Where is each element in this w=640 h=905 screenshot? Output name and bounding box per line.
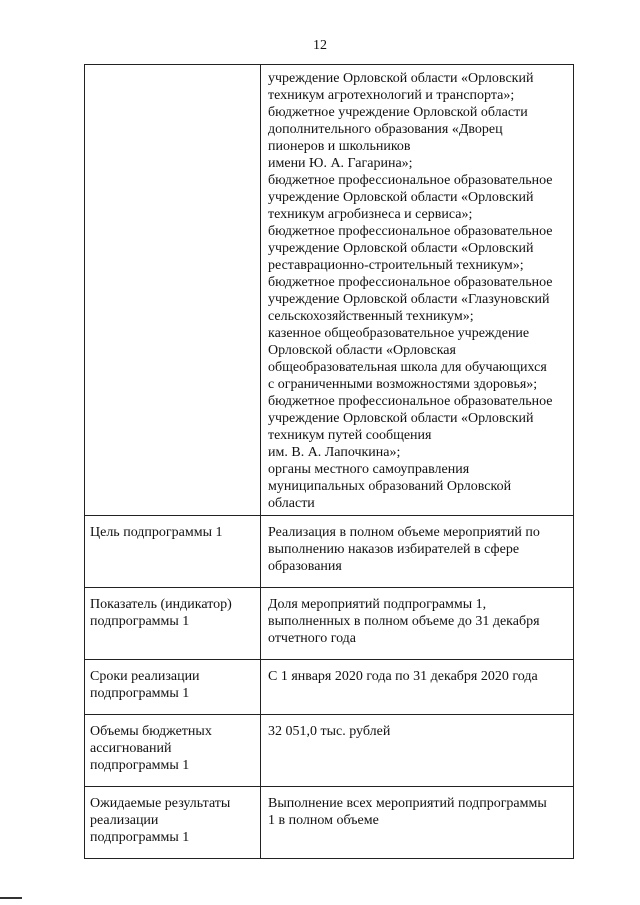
- executors-line: техникум агротехнологий и транспорта»;: [268, 88, 515, 103]
- indicator-label: [85, 588, 261, 660]
- executors-line: Орловской области «Орловская: [268, 343, 456, 358]
- indicator-value: [261, 588, 574, 660]
- timeline-value-line: С 1 января 2020 года по 31 декабря 2020 года: [268, 669, 538, 684]
- executors-line: имени Ю. А. Гагарина»;: [268, 156, 413, 171]
- executors-line: бюджетное учреждение Орловской области: [268, 105, 528, 120]
- table-row-indicator: [85, 588, 574, 660]
- executors-line: техникум путей сообщения: [268, 428, 432, 443]
- executors-line: муниципальных образований Орловской: [268, 479, 512, 494]
- indicator-label-line: подпрограммы 1: [90, 614, 190, 629]
- goal-label-line: Цель подпрограммы 1: [90, 525, 223, 540]
- table-row-timeline: [85, 660, 574, 715]
- executors-line: учреждение Орловской области «Орловский: [268, 190, 534, 205]
- indicator-value-line: выполненных в полном объеме до 31 декабря: [268, 614, 540, 629]
- timeline-label: [85, 660, 261, 715]
- budget-label: [85, 715, 261, 787]
- budget-label-line: подпрограммы 1: [90, 758, 190, 773]
- timeline-label-line: Сроки реализации: [90, 669, 200, 684]
- executors-line: дополнительного образования «Дворец: [268, 122, 503, 137]
- expected-results-value: [261, 787, 574, 859]
- executors-line: бюджетное профессиональное образовательное: [268, 173, 553, 188]
- indicator-label-line: Показатель (индикатор): [90, 597, 232, 612]
- expected-results-value-line: 1 в полном объеме: [268, 813, 379, 828]
- budget-label-line: Объемы бюджетных: [90, 724, 212, 739]
- goal-value: [261, 516, 574, 588]
- executors-line: общеобразовательная школа для обучающихся: [268, 360, 547, 375]
- executors-list-cell: [261, 65, 574, 516]
- executors-line: бюджетное профессиональное образовательное: [268, 394, 553, 409]
- table-row-budget: [85, 715, 574, 787]
- goal-value-line: выполнению наказов избирателей в сфере: [268, 542, 520, 557]
- executors-line: им. В. А. Лапочкина»;: [268, 445, 401, 460]
- page-number: 12: [313, 38, 327, 53]
- executors-line: бюджетное профессиональное образовательное: [268, 224, 553, 239]
- budget-value: [261, 715, 574, 787]
- indicator-value-line: Доля мероприятий подпрограммы 1,: [268, 597, 487, 612]
- executors-label-cell: [85, 65, 261, 516]
- executors-line: учреждение Орловской области «Орловский: [268, 241, 534, 256]
- expected-results-value-line: Выполнение всех мероприятий подпрограммы: [268, 796, 547, 811]
- executors-line: учреждение Орловской области «Орловский: [268, 71, 534, 86]
- goal-value-line: Реализация в полном объеме мероприятий по: [268, 525, 540, 540]
- executors-line: учреждение Орловской области «Орловский: [268, 411, 534, 426]
- executors-line: с ограниченными возможностями здоровья»;: [268, 377, 538, 392]
- goal-label: [85, 516, 261, 588]
- executors-line: казенное общеобразовательное учреждение: [268, 326, 530, 341]
- expected-results-label: [85, 787, 261, 859]
- subprogram-passport-table: [84, 64, 574, 859]
- executors-line: органы местного самоуправления: [268, 462, 470, 477]
- table-row-expected-results: [85, 787, 574, 859]
- table-row-goal: [85, 516, 574, 588]
- executors-line: бюджетное профессиональное образовательное: [268, 275, 553, 290]
- executors-line: учреждение Орловской области «Глазуновский: [268, 292, 550, 307]
- budget-value-line: 32 051,0 тыс. рублей: [268, 724, 391, 739]
- indicator-value-line: отчетного года: [268, 631, 357, 646]
- expected-results-label-line: реализации: [90, 813, 159, 828]
- expected-results-label-line: Ожидаемые результаты: [90, 796, 231, 811]
- scan-edge-mark: [0, 897, 22, 899]
- executors-line: сельскохозяйственный техникум»;: [268, 309, 474, 324]
- table-row-executors: [85, 65, 574, 516]
- expected-results-label-line: подпрограммы 1: [90, 830, 190, 845]
- executors-line: реставрационно-строительный техникум»;: [268, 258, 524, 273]
- timeline-label-line: подпрограммы 1: [90, 686, 190, 701]
- budget-label-line: ассигнований: [90, 741, 172, 756]
- executors-line: области: [268, 496, 315, 511]
- executors-line: пионеров и школьников: [268, 139, 411, 154]
- executors-line: техникум агробизнеса и сервиса»;: [268, 207, 473, 222]
- goal-value-line: образования: [268, 559, 342, 574]
- timeline-value: [261, 660, 574, 715]
